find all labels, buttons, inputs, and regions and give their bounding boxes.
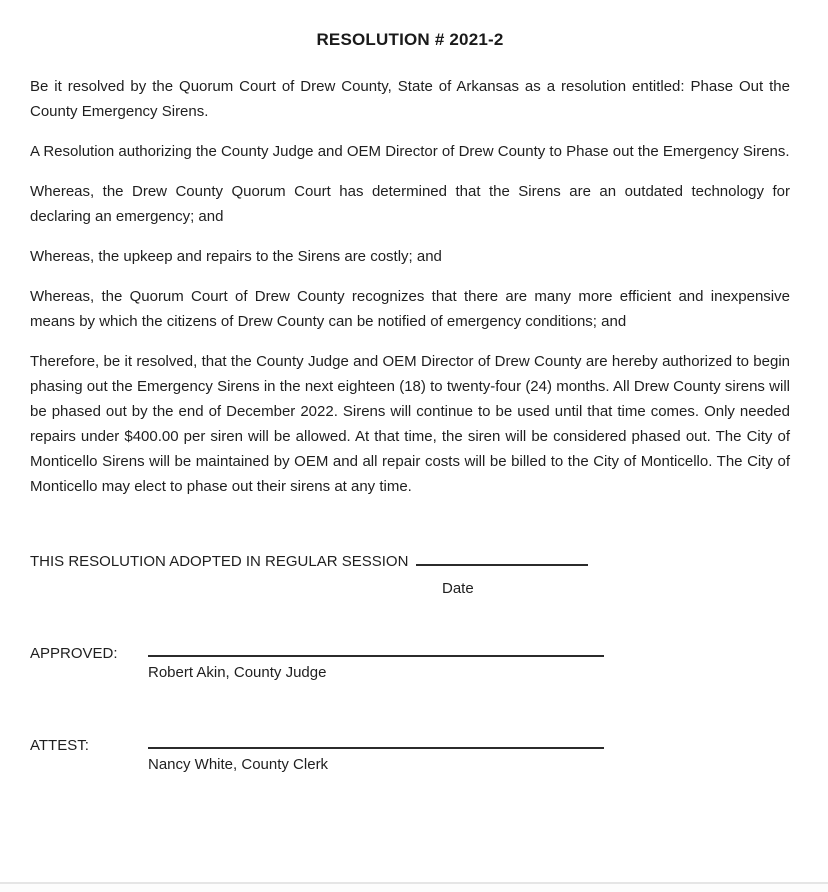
adoption-text: THIS RESOLUTION ADOPTED IN REGULAR SESSION (30, 553, 409, 570)
paragraph-authorizing: A Resolution authorizing the County Judge and OEM Director of Drew County to Phase out the Emergency Sirens. (30, 143, 790, 160)
attest-label: ATTEST: (30, 737, 89, 754)
date-blank-line (416, 552, 588, 566)
paragraph-whereas-outdated: Whereas, the Drew County Quorum Court has determined that the Sirens are an outdated technology for declaring an emergency; and (30, 183, 790, 225)
approved-label: APPROVED: (30, 645, 118, 662)
attest-signature-area (148, 733, 604, 777)
paragraph-resolved-entitled: Be it resolved by the Quorum Court of Drew County, State of Arkansas as a resolution entitled: Phase Out the County Emergency Sirens. (30, 78, 790, 120)
signature-block-attest (30, 733, 790, 777)
adoption-section (30, 549, 790, 601)
approved-signer-name: Robert Akin, County Judge (148, 664, 327, 681)
paragraph-therefore-resolved: Therefore, be it resolved, that the County Judge and OEM Director of Drew County are hereby authorized to begin phasing out the Emergency Sirens in the next eighteen (18) to twenty-four (24) months. All Drew County sirens will be phased out by the end of December 2022. Sirens will continue to be used until that time comes. Only needed repairs under $400.00 per siren will be allowed. At that time, the siren will be considered phased out. The City of Monticello Sirens will be maintained by OEM and all repair costs will be billed to the City of Monticello. The City of Monticello may elect to phase out their sirens at any time. (30, 353, 790, 495)
approved-signature-line (148, 641, 604, 657)
date-label: Date (442, 580, 474, 597)
adoption-line (30, 549, 790, 574)
attest-signature-line (148, 733, 604, 749)
signature-block-approved (30, 641, 790, 685)
page-bottom-edge (0, 882, 828, 892)
attest-signer-name: Nancy White, County Clerk (148, 756, 329, 773)
paragraph-whereas-costly: Whereas, the upkeep and repairs to the Sirens are costly; and (30, 248, 442, 265)
document-title: RESOLUTION # 2021-2 (316, 30, 504, 49)
paragraph-whereas-efficient-means: Whereas, the Quorum Court of Drew County recognizes that there are many more efficient and inexpensive means by which the citizens of Drew County can be notified of emergency conditions; and (30, 288, 790, 330)
approved-signature-area (148, 641, 604, 685)
